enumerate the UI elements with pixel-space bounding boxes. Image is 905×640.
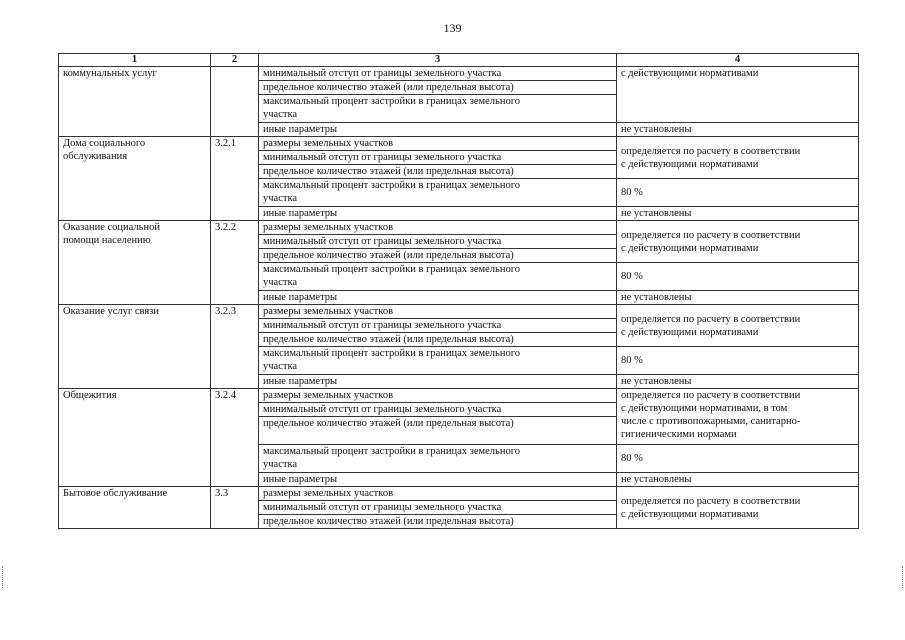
header-col-1: 1 bbox=[59, 54, 211, 67]
param-line: максимальный процент застройки в границах земельного bbox=[263, 96, 521, 107]
value-cell: не установлены bbox=[617, 473, 859, 487]
scan-edge-mark bbox=[902, 566, 904, 588]
use-name bbox=[59, 221, 211, 305]
value-line: с действующими нормативами bbox=[621, 326, 759, 338]
header-col-3: 3 bbox=[259, 54, 617, 67]
use-name-line: Дома социального bbox=[63, 138, 146, 149]
param-line: максимальный процент застройки в границах земельного bbox=[263, 180, 521, 191]
use-name-line: коммунальных услуг bbox=[63, 68, 157, 79]
use-code bbox=[211, 67, 259, 137]
param-line: участка bbox=[263, 193, 298, 204]
value-cell: 80 % bbox=[617, 179, 859, 207]
value-cell bbox=[617, 389, 859, 445]
param-line: максимальный процент застройки в границах земельного bbox=[263, 446, 521, 457]
param-cell: минимальный отступ от границы земельного участка bbox=[259, 151, 617, 165]
param-cell: минимальный отступ от границы земельного участка bbox=[259, 403, 617, 417]
param-cell bbox=[259, 95, 617, 123]
value-cell bbox=[617, 305, 859, 347]
value-line: с действующими нормативами bbox=[621, 242, 759, 254]
header-col-2: 2 bbox=[211, 54, 259, 67]
param-cell: иные параметры bbox=[259, 123, 617, 137]
param-cell: предельное количество этажей (или предельная высота) bbox=[259, 515, 617, 529]
regulations-table bbox=[58, 53, 859, 529]
table-row bbox=[59, 221, 859, 235]
value-line: с действующими нормативами bbox=[621, 158, 759, 170]
use-name-line: обслуживания bbox=[63, 151, 128, 162]
value-cell: с действующими нормативами bbox=[617, 67, 859, 123]
param-cell: размеры земельных участков bbox=[259, 221, 617, 235]
value-cell: 80 % bbox=[617, 347, 859, 375]
param-line: участка bbox=[263, 459, 298, 470]
use-name bbox=[59, 67, 211, 137]
value-line: определяется по расчету в соответствии bbox=[621, 495, 801, 507]
value-line: определяется по расчету в соответствии bbox=[621, 145, 801, 157]
value-line: с действующими нормативами bbox=[621, 508, 759, 520]
value-cell: не установлены bbox=[617, 207, 859, 221]
param-cell: иные параметры bbox=[259, 375, 617, 389]
value-line: определяется по расчету в соответствии bbox=[621, 390, 801, 401]
value-cell: не установлены bbox=[617, 123, 859, 137]
value-cell: не установлены bbox=[617, 375, 859, 389]
use-code: 3.2.3 bbox=[211, 305, 259, 389]
param-cell: иные параметры bbox=[259, 473, 617, 487]
param-cell: минимальный отступ от границы земельного участка bbox=[259, 235, 617, 249]
value-line: гигиеническими нормами bbox=[621, 429, 737, 440]
param-cell bbox=[259, 263, 617, 291]
value-cell bbox=[617, 137, 859, 179]
param-line: участка bbox=[263, 361, 298, 372]
use-name bbox=[59, 137, 211, 221]
param-cell: иные параметры bbox=[259, 207, 617, 221]
table-row bbox=[59, 67, 859, 81]
value-cell bbox=[617, 221, 859, 263]
page-number: 139 bbox=[443, 21, 462, 35]
value-line: определяется по расчету в соответствии bbox=[621, 313, 801, 325]
table-row bbox=[59, 487, 859, 501]
value-cell: 80 % bbox=[617, 445, 859, 473]
param-line: участка bbox=[263, 277, 298, 288]
param-cell: размеры земельных участков bbox=[259, 487, 617, 501]
param-line: участка bbox=[263, 109, 298, 120]
value-cell: не установлены bbox=[617, 291, 859, 305]
value-line: определяется по расчету в соответствии bbox=[621, 229, 801, 241]
param-cell: предельное количество этажей (или предельная высота) bbox=[259, 333, 617, 347]
table-row bbox=[59, 389, 859, 403]
param-cell: размеры земельных участков bbox=[259, 305, 617, 319]
param-cell: предельное количество этажей (или предельная высота) bbox=[259, 81, 617, 95]
header-col-4: 4 bbox=[617, 54, 859, 67]
header-row bbox=[59, 54, 859, 67]
use-name: Общежития bbox=[59, 389, 211, 487]
use-name: Бытовое обслуживание bbox=[59, 487, 211, 529]
param-cell: минимальный отступ от границы земельного участка bbox=[259, 319, 617, 333]
param-cell: размеры земельных участков bbox=[259, 137, 617, 151]
use-name-line: Оказание социальной bbox=[63, 222, 160, 233]
param-cell: размеры земельных участков bbox=[259, 389, 617, 403]
value-cell: 80 % bbox=[617, 263, 859, 291]
param-cell: предельное количество этажей (или предельная высота) bbox=[259, 249, 617, 263]
use-name-line: помощи населению bbox=[63, 235, 151, 246]
param-cell: предельное количество этажей (или предельная высота) bbox=[259, 417, 617, 445]
regulations-table-wrap bbox=[58, 53, 858, 529]
param-cell: минимальный отступ от границы земельного участка bbox=[259, 501, 617, 515]
param-line: максимальный процент застройки в границах земельного bbox=[263, 348, 521, 359]
param-cell bbox=[259, 445, 617, 473]
param-cell: минимальный отступ от границы земельного участка bbox=[259, 67, 617, 81]
use-code: 3.2.1 bbox=[211, 137, 259, 221]
value-line: с действующими нормативами, в том bbox=[621, 403, 788, 414]
param-cell bbox=[259, 179, 617, 207]
table-row bbox=[59, 137, 859, 151]
param-cell bbox=[259, 347, 617, 375]
use-name: Оказание услуг связи bbox=[59, 305, 211, 389]
use-code: 3.2.4 bbox=[211, 389, 259, 487]
value-line: числе с противопожарными, санитарно- bbox=[621, 416, 801, 427]
value-cell bbox=[617, 487, 859, 529]
param-line: максимальный процент застройки в границах земельного bbox=[263, 264, 521, 275]
use-code: 3.2.2 bbox=[211, 221, 259, 305]
param-cell: предельное количество этажей (или предельная высота) bbox=[259, 165, 617, 179]
scan-edge-mark bbox=[2, 566, 4, 588]
param-cell: иные параметры bbox=[259, 291, 617, 305]
use-code: 3.3 bbox=[211, 487, 259, 529]
table-row bbox=[59, 305, 859, 319]
